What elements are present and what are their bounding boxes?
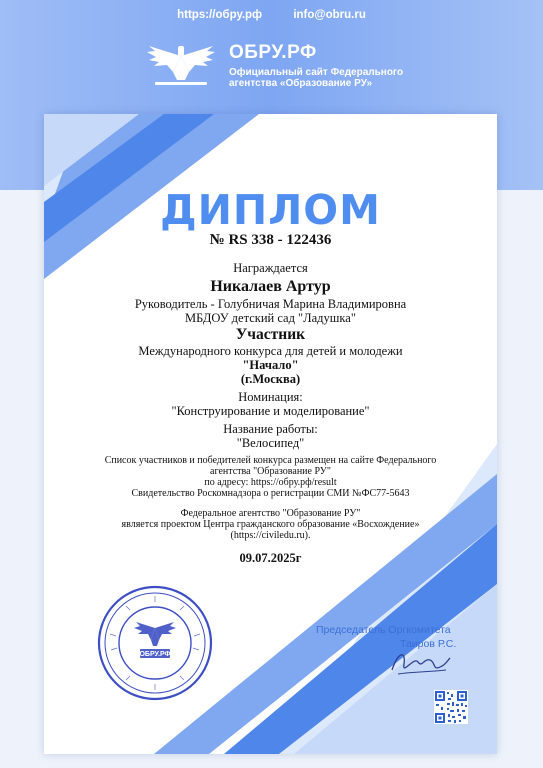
diploma-date: 09.07.2025г (239, 551, 302, 565)
work-label: Название работы: (223, 422, 318, 436)
agency-line3: (https://civiledu.ru). (230, 530, 311, 541)
awarded-label: Награждается (233, 261, 308, 275)
contest-name: "Начало" (242, 358, 299, 372)
agency-line1: Федеральное агентство "Образование РУ" (180, 508, 361, 519)
nomination-label: Номинация: (238, 390, 303, 404)
status: Участник (235, 326, 306, 343)
brand-tagline (229, 67, 403, 89)
contest-line: Международного конкурса для детей и молодежи (138, 344, 403, 358)
list-line3: по адресу: https://обру.рф/result (204, 477, 337, 488)
list-line1: Список участников и победителей конкурса размещен на сайте Федерального (104, 455, 437, 466)
supervisor: Руководитель - Голубничая Марина Владимировна (134, 297, 407, 311)
signer-name: Таиров Р.С. (400, 638, 457, 650)
list-line4: Свидетельство Роскомнадзора о регистрации СМИ №ФС77-5643 (131, 488, 410, 499)
email-link[interactable]: info@obru.ru (293, 9, 366, 21)
brand-tagline-line2: агентства «Образование РУ» (229, 78, 373, 89)
site-link[interactable]: https://обру.рф (177, 9, 263, 21)
diploma-number: № RS 338 - 122436 (209, 232, 332, 248)
seal-icon (96, 584, 214, 702)
recipient-name: Никалаев Артур (210, 278, 331, 295)
diploma-content (44, 114, 497, 754)
brand-name: ОБРУ.РФ (229, 42, 317, 63)
brand-logo-icon (145, 42, 217, 88)
diploma-title: ДИПЛОМ (160, 186, 381, 234)
signer-role: Председатель Оргкомитета (316, 624, 451, 636)
header-links (0, 9, 543, 21)
seal-brand-text: ОБРУ.РФ (139, 651, 171, 658)
contest-city: (г.Москва) (240, 372, 301, 386)
work-value: "Велосипед" (236, 436, 305, 450)
qr-code-icon (434, 690, 468, 724)
nomination-value: "Конструирование и моделирование" (171, 404, 370, 418)
brand-tagline-line1: Официальный сайт Федерального (229, 67, 404, 78)
diploma-sheet (44, 114, 497, 754)
institution: МБДОУ детский сад "Ладушка" (185, 311, 356, 325)
agency-line2: является проектом Центра гражданского образование «Восхождение» (121, 519, 420, 530)
list-line2: агентства "Образование РУ" (210, 466, 331, 477)
signature-icon (384, 646, 454, 680)
